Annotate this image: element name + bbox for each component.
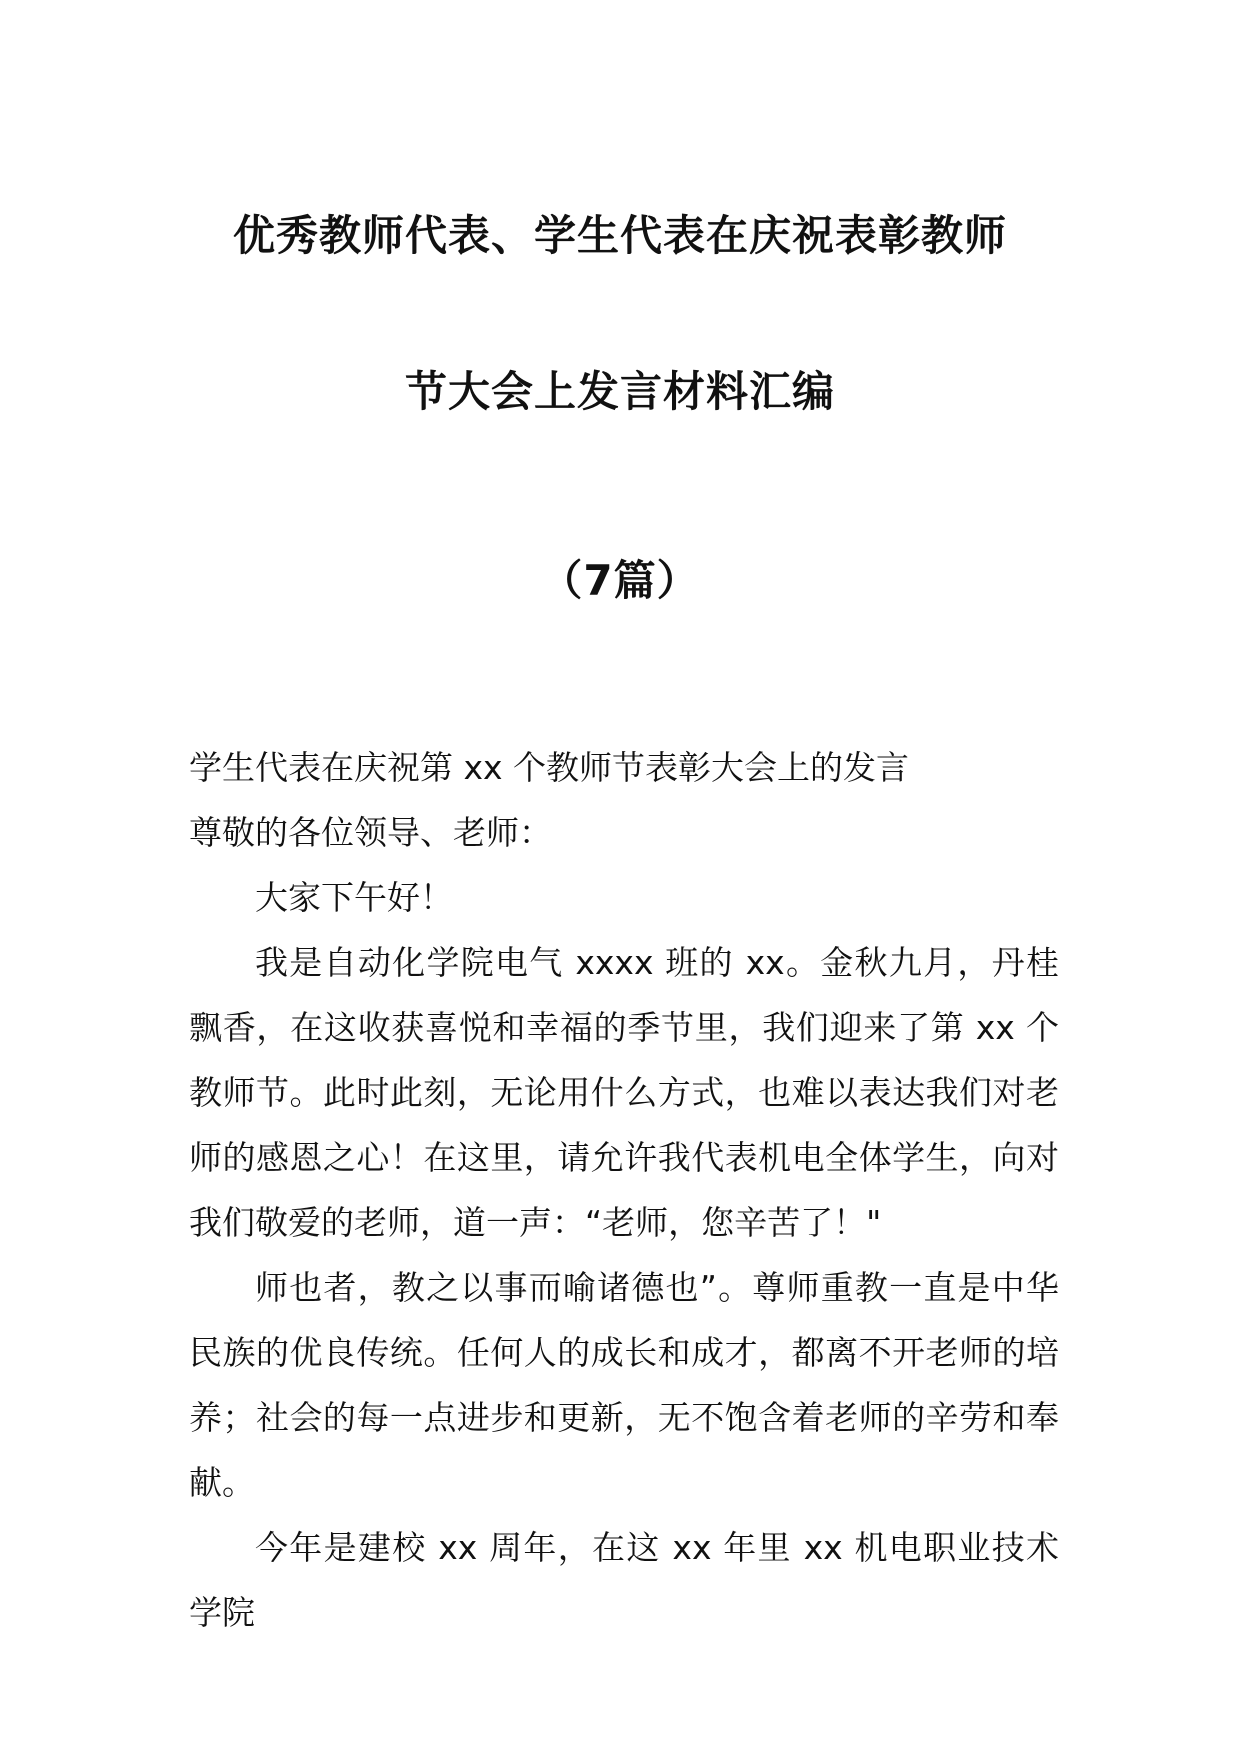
document-body: [189, 735, 1059, 1645]
document-title-line-2: 节大会上发言材料汇编: [404, 367, 835, 416]
document-title-line-1: 优秀教师代表、学生代表在庆祝表彰教师: [232, 211, 1007, 260]
body-paragraph: 师也者，教之以事而喻诸德也”。尊师重教一直是中华民族的优良传统。任何人的成长和成才，都离不开老师的培养；社会的每一点进步和更新，无不饱含着老师的辛劳和奉献。: [189, 1268, 1059, 1502]
document-piece-count: （7篇）: [540, 556, 700, 605]
body-paragraph: 我是自动化学院电气 xxxx 班的 xx。金秋九月，丹桂飘香，在这收获喜悦和幸福的季节里，我们迎来了第 xx 个教师节。此时此刻，无论用什么方式，也难以表达我们对老师的感恩之心！在这里，请允许我代表机电全体学生，向对我们敬爱的老师，道一声：“老师，您辛苦了！": [189, 943, 1059, 1242]
body-paragraph: 今年是建校 xx 周年，在这 xx 年里 xx 机电职业技术学院: [189, 1528, 1059, 1632]
greeting-paragraph: 大家下午好！: [255, 878, 453, 917]
speech-heading: 学生代表在庆祝第 xx 个教师节表彰大会上的发言: [189, 748, 910, 787]
salutation: 尊敬的各位领导、老师：: [189, 813, 552, 852]
